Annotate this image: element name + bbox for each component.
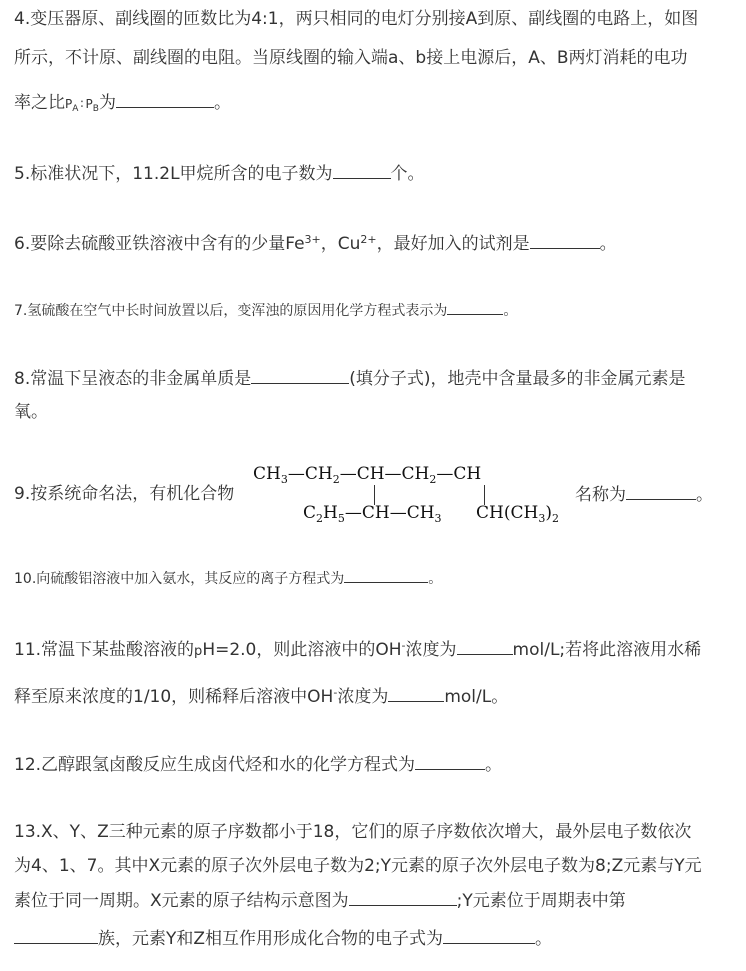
q13-answer-blank-3[interactable] xyxy=(443,927,535,944)
q6-fe-charge: 3+ xyxy=(304,233,321,246)
q9-isopropyl-text: CH(CH xyxy=(476,503,539,523)
q9-h: H xyxy=(323,503,338,523)
q9-bond: — xyxy=(389,503,407,523)
q13-line4-mid: 族，元素Y和Z相互作用形成化合物的电子式为 xyxy=(98,929,444,949)
q4-p1: P xyxy=(65,97,73,111)
q8-line1 xyxy=(14,367,686,390)
q9-close-paren: ) xyxy=(545,503,552,523)
q6-line xyxy=(14,232,617,255)
q9-ch2: CH xyxy=(304,464,333,484)
q4-line2: 所示，不计原、副线圈的电阻。当原线圈的输入端a、b接上电源后，A、B两灯消耗的电功 xyxy=(14,48,688,68)
q6-mid: ，Cu xyxy=(320,234,361,254)
q6-post: ，最好加入的试剂是 xyxy=(376,234,530,254)
q9-c: C xyxy=(303,503,317,523)
q9-post xyxy=(575,483,713,506)
q11-line2-post1: 浓度为 xyxy=(337,687,389,707)
q9-post-text: 名称为 xyxy=(575,485,626,505)
q12-text: 12.乙醇跟氢卤酸反应生成卤代烃和水的化学方程式为 xyxy=(14,755,416,775)
q9-ch3: CH xyxy=(253,464,281,484)
q11-minus: - xyxy=(401,639,406,652)
q9-ch2-sub: 2 xyxy=(429,473,437,486)
q13-answer-blank-1[interactable] xyxy=(349,889,457,906)
q5-line xyxy=(14,162,425,185)
q7-line xyxy=(14,300,517,322)
q9-ch2: CH xyxy=(401,464,430,484)
q9-ch: CH xyxy=(356,464,385,484)
q13-line4 xyxy=(14,927,552,950)
q9-answer-blank[interactable] xyxy=(626,483,696,500)
q4-line1: 4.变压器原、副线圈的匝数比为4:1，两只相同的电灯分别接A到原、副线圈的电路上，如图 xyxy=(14,9,699,29)
q11-h: H=2.0，则此溶液中的OH xyxy=(202,640,402,660)
q9-ch2-sub: 2 xyxy=(332,473,340,486)
q9-ch3-sub: 3 xyxy=(434,512,442,525)
q9-isopropyl-sub: 3 xyxy=(538,512,546,525)
q12-suffix: 。 xyxy=(485,755,503,775)
q13-line3-pre: 素位于同一周期。X元素的原子结构示意图为 xyxy=(14,891,349,911)
q8-pre: 8.常温下呈液态的非金属单质是 xyxy=(14,369,252,389)
q9-h-sub: 5 xyxy=(337,512,345,525)
q4-p1-sub: A xyxy=(72,104,79,114)
q13-line2: 为4、1、7。其中X元素的原子次外层电子数为2;Y元素的原子次外层电子数为8;Z元素与Y元 xyxy=(14,856,702,876)
q11-line2-pre: 释至原来浓度的1/10，则稀释后溶液中OH xyxy=(14,687,334,707)
q5-text: 5.标准状况下，11.2L甲烷所含的电子数为 xyxy=(14,164,333,184)
q9-close-sub: 2 xyxy=(551,512,559,525)
q9-vertical-bond xyxy=(484,485,485,505)
q9-ch: CH xyxy=(453,464,482,484)
q6-answer-blank[interactable] xyxy=(530,232,600,249)
q9-formula-bottom xyxy=(303,503,442,529)
q9-bond: — xyxy=(339,464,357,484)
q7-answer-blank[interactable] xyxy=(447,301,503,315)
q6-suffix: 。 xyxy=(599,234,617,254)
q6-cu-charge: 2+ xyxy=(360,233,377,246)
q11-post2: mol/L;若将此溶液用水稀 xyxy=(512,640,702,660)
q7-text: 7.氢硫酸在空气中长时间放置以后，变浑浊的原因用化学方程式表示为 xyxy=(14,303,448,319)
q11-line2 xyxy=(14,685,508,708)
q11-line2-post2: mol/L。 xyxy=(444,687,509,707)
q5-answer-blank[interactable] xyxy=(333,162,391,179)
q9-vertical-bond xyxy=(374,485,375,505)
q11-line2-minus: - xyxy=(333,686,338,699)
q9-ch: CH xyxy=(361,503,390,523)
q11-line1 xyxy=(14,638,701,663)
q8-answer-blank[interactable] xyxy=(251,367,349,384)
q9-bond: — xyxy=(344,503,362,523)
q8-line2: 氧。 xyxy=(14,402,48,422)
q4-colon: ∶ xyxy=(80,97,84,111)
q10-suffix: 。 xyxy=(428,571,443,587)
q4-prefix: 率之比 xyxy=(14,93,65,113)
q10-line xyxy=(14,568,442,590)
q9-suffix: 。 xyxy=(696,485,713,505)
q13-line3-post: ;Y元素位于周期表中第 xyxy=(456,891,626,911)
q13-line3 xyxy=(14,889,626,912)
q10-text: 10.向硫酸铝溶液中加入氨水，其反应的离子方程式为 xyxy=(14,571,345,587)
q10-answer-blank[interactable] xyxy=(344,569,428,583)
q7-suffix: 。 xyxy=(503,303,518,319)
q4-line3 xyxy=(14,91,231,120)
q12-answer-blank[interactable] xyxy=(415,753,485,770)
q9-ch3-sub: 3 xyxy=(280,473,288,486)
q4-answer-blank[interactable] xyxy=(116,91,214,108)
q4-p2-sub: B xyxy=(92,104,99,114)
q4-suffix: 。 xyxy=(213,93,231,113)
q12-line xyxy=(14,753,502,776)
q9-bond: — xyxy=(287,464,305,484)
q9-bond: — xyxy=(436,464,454,484)
q13-line1: 13.X、Y、Z三种元素的原子序数都小于18，它们的原子序数依次增大，最外层电子数依次 xyxy=(14,822,692,842)
q9-formula-top xyxy=(253,464,481,490)
q4-p2: P xyxy=(85,97,93,111)
q6-pre: 6.要除去硫酸亚铁溶液中含有的少量Fe xyxy=(14,234,305,254)
q11-pre: 11.常温下某盐酸溶液的 xyxy=(14,640,195,660)
q8-post: (填分子式)，地壳中含量最多的非金属元素是 xyxy=(349,369,686,389)
q5-suffix: 个。 xyxy=(390,164,425,184)
q9-ch3: CH xyxy=(406,503,435,523)
q9-c-sub: 2 xyxy=(316,512,324,525)
q4-mid: 为 xyxy=(98,93,116,113)
q13-answer-blank-2[interactable] xyxy=(14,927,98,944)
q9-pre: 9.按系统命名法，有机化合物 xyxy=(14,484,235,504)
q9-bond: — xyxy=(384,464,402,484)
q11-answer-blank-2[interactable] xyxy=(388,685,444,702)
q11-answer-blank-1[interactable] xyxy=(457,638,513,655)
q13-line4-suffix: 。 xyxy=(535,929,553,949)
q11-p: p xyxy=(194,644,203,659)
q11-post1: 浓度为 xyxy=(405,640,457,660)
q9-isopropyl xyxy=(476,503,559,529)
